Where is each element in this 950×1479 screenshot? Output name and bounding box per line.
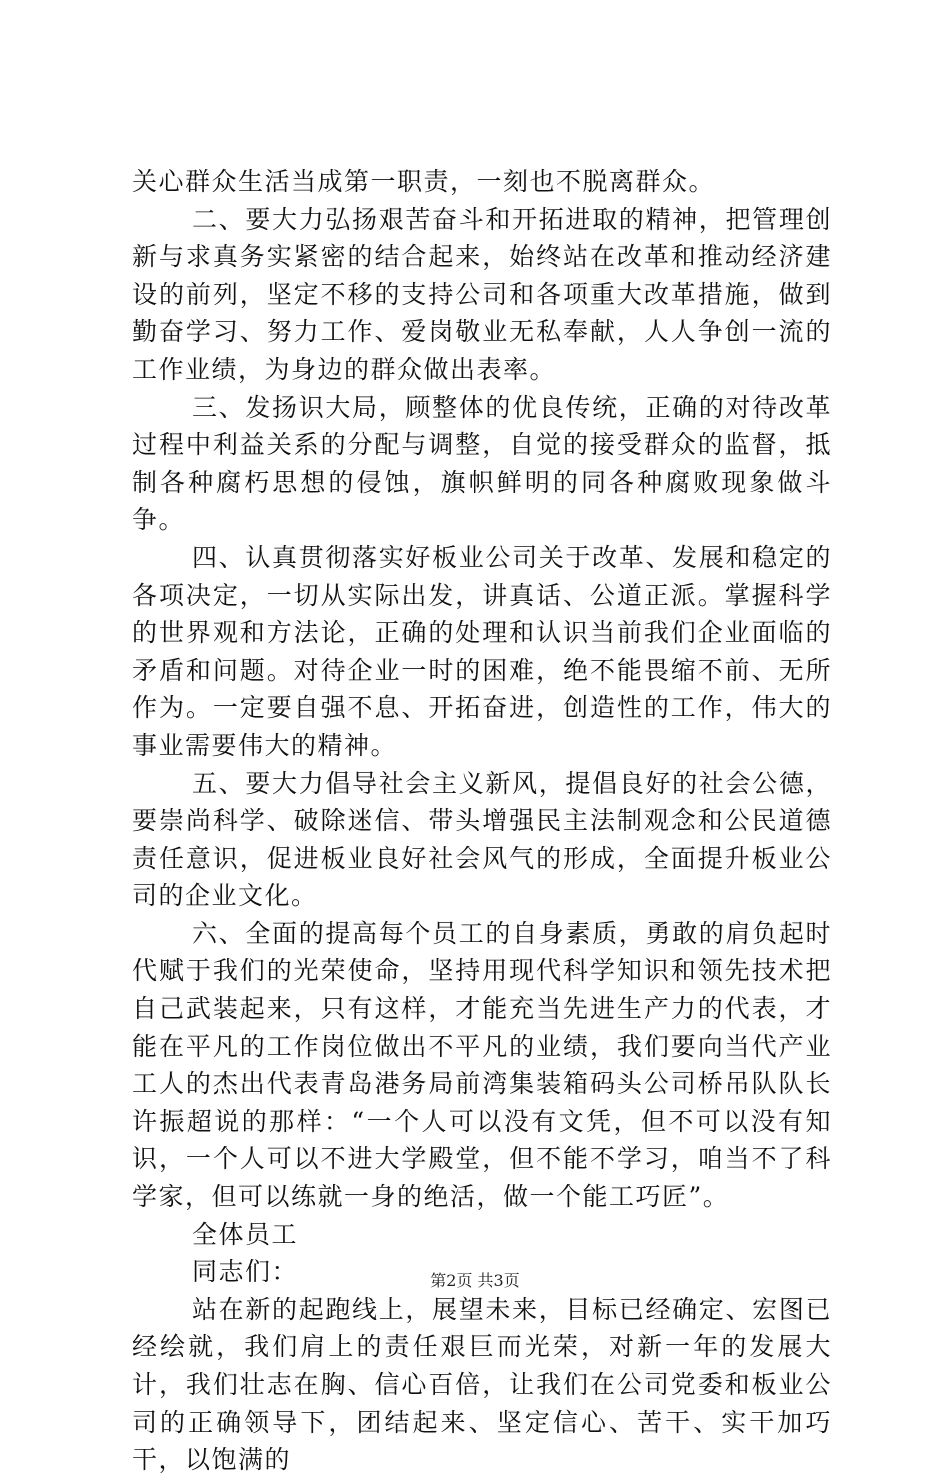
paragraph-point-6: 六、全面的提高每个员工的自身素质，勇敢的肩负起时代赋于我们的光荣使命，坚持用现代科学知识和领先技术把自己武装起来，只有这样，才能充当先进生产力的代表，才能在平凡的工作岗位做出不平凡的业绩，我们要向当代产业工人的杰出代表青岛港务局前湾集装箱码头公司桥吊队队长许振超说的那样：“一个人可以没有文凭，但不可以没有知识，一个人可以不进大学殿堂，但不能不学习，咱当不了科学家，但可以练就一身的绝活，做一个能工巧匠”。 [132,918,832,1212]
paragraph-point-3: 三、发扬识大局，顾整体的优良传统，正确的对待改革过程中利益关系的分配与调整，自觉的接受群众的监督，抵制各种腐朽思想的侵蚀，旗帜鲜明的同各种腐败现象做斗争。 [132,392,832,535]
page-number-footer: 第2页 共3页 [430,1271,520,1290]
paragraph-salutation: 同志们： [192,1257,299,1287]
paragraph-closing: 站在新的起跑线上，展望未来，目标已经确定、宏图已经绘就，我们肩上的责任艰巨而光荣，对新一年的发展大计，我们壮志在胸、信心百倍，让我们在公司党委和板业公司的正确领导下，团结起来、坚定信心、苦干、实干加巧干，以饱满的 [132,1294,832,1475]
paragraph-point-4: 四、认真贯彻落实好板业公司关于改革、发展和稳定的各项决定，一切从实际出发，讲真话、公道正派。掌握科学的世界观和方法论，正确的处理和认识当前我们企业面临的矛盾和问题。对待企业一时的困难，绝不能畏缩不前、无所作为。一定要自强不息、开拓奋进，创造性的工作，伟大的事业需要伟大的精神。 [132,542,832,760]
paragraph-point-2: 二、要大力弘扬艰苦奋斗和开拓进取的精神，把管理创新与求真务实紧密的结合起来，始终站在改革和推动经济建设的前列，坚定不移的支持公司和各项重大改革措施，做到勤奋学习、努力工作、爱岗敬业无私奉献，人人争创一流的工作业绩，为身边的群众做出表率。 [132,204,832,384]
paragraph-address-all-staff: 全体员工 [192,1219,299,1249]
paragraph-continuation: 关心群众生活当成第一职责，一刻也不脱离群众。 [132,167,716,196]
paragraph-point-5: 五、要大力倡导社会主义新风，提倡良好的社会公德，要崇尚科学、破除迷信、带头增强民主法制观念和公民道德责任意识，促进板业良好社会风气的形成，全面提升板业公司的企业文化。 [132,768,832,911]
